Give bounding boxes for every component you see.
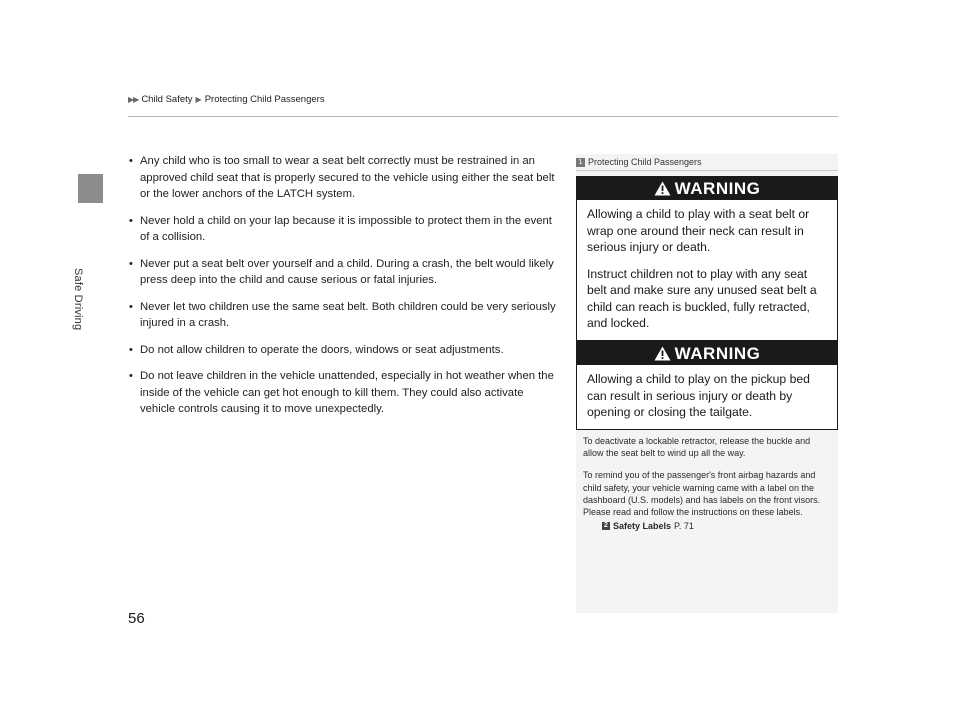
page-number: 56 bbox=[128, 610, 145, 627]
list-item-text: Do not allow children to operate the doors, windows or seat adjustments. bbox=[140, 343, 504, 356]
section-tab bbox=[78, 174, 103, 203]
warning-box-1 bbox=[576, 176, 838, 341]
warning-paragraph: Allowing a child to play with a seat belt or wrap one around their neck can result in serious injury or death. bbox=[587, 207, 810, 254]
warning-box-2 bbox=[576, 341, 838, 430]
warning-header bbox=[577, 342, 837, 365]
breadcrumb-section[interactable]: Child Safety bbox=[141, 94, 193, 105]
section-side-label: Safe Driving bbox=[72, 268, 84, 331]
warning-paragraph: Instruct children not to play with any seat belt and make sure any unused seat belt a child can reach is buckled, fully retracted, and locked. bbox=[587, 266, 817, 330]
list-item bbox=[128, 368, 560, 418]
list-item bbox=[128, 299, 560, 332]
list-item-text: Never put a seat belt over yourself and a child. During a crash, the belt would likely press deep into the child and cause serious or fatal injuries. bbox=[140, 257, 554, 286]
list-item bbox=[128, 153, 560, 203]
warning-body bbox=[577, 365, 837, 429]
list-item-text: Do not leave children in the vehicle unattended, especially in hot weather when the inside of the vehicle can get hot enough to kill them. They could also activate vehicle controls causing it to move unexpectedly. bbox=[140, 370, 554, 415]
note-number-icon: 1 bbox=[576, 158, 585, 167]
bullet-icon: • bbox=[129, 370, 133, 382]
breadcrumb-separator-icon: ▶ bbox=[195, 95, 202, 104]
bullet-icon: • bbox=[129, 343, 133, 356]
bullet-list bbox=[128, 153, 560, 428]
bullet-icon: • bbox=[129, 155, 133, 167]
bullet-icon: • bbox=[129, 300, 133, 313]
list-item-text: Any child who is too small to wear a seat belt correctly must be restrained in an approved child seat that is properly secured to the vehicle using either the seat belt or the lower anchors of the LATCH system. bbox=[140, 155, 555, 200]
warning-triangle-icon bbox=[654, 181, 671, 196]
note-paragraph: To deactivate a lockable retractor, release the buckle and allow the seat belt to wind up all the way. bbox=[583, 436, 811, 459]
sidebar-notes bbox=[583, 435, 833, 532]
breadcrumb-arrows-icon: ▶▶ bbox=[128, 95, 139, 104]
warning-header bbox=[577, 177, 837, 200]
page-reference[interactable] bbox=[583, 520, 833, 532]
breadcrumb-page: Protecting Child Passengers bbox=[204, 94, 325, 105]
reference-page: P. 71 bbox=[674, 521, 694, 532]
note-paragraph: To remind you of the passenger's front airbag hazards and child safety, your vehicle warning came with a label on the dashboard (U.S. models) and has labels on the front visors. Please read and follow the instructions on these labels. bbox=[583, 470, 821, 518]
sidebar-notes-panel bbox=[576, 154, 838, 613]
breadcrumb bbox=[128, 94, 325, 105]
sidebar-title bbox=[576, 154, 838, 171]
reference-label[interactable]: Safety Labels bbox=[613, 521, 672, 532]
reference-arrow-icon: 2 bbox=[602, 522, 610, 530]
warning-label: WARNING bbox=[674, 343, 761, 363]
list-item bbox=[128, 256, 560, 289]
list-item bbox=[128, 342, 560, 359]
header-divider bbox=[128, 116, 838, 117]
list-item-text: Never let two children use the same seat belt. Both children could be very seriously injured in a crash. bbox=[140, 300, 556, 329]
list-item bbox=[128, 213, 560, 246]
warning-body bbox=[577, 200, 837, 340]
bullet-icon: • bbox=[129, 257, 133, 270]
list-item-text: Never hold a child on your lap because it is impossible to protect them in the event of a collision. bbox=[140, 214, 552, 243]
bullet-icon: • bbox=[129, 214, 133, 227]
warning-triangle-icon bbox=[654, 346, 671, 361]
warning-paragraph: Allowing a child to play on the pickup bed can result in serious injury or death by opening or closing the tailgate. bbox=[587, 372, 810, 419]
sidebar-title-text: Protecting Child Passengers bbox=[588, 157, 702, 167]
warning-label: WARNING bbox=[674, 178, 761, 198]
